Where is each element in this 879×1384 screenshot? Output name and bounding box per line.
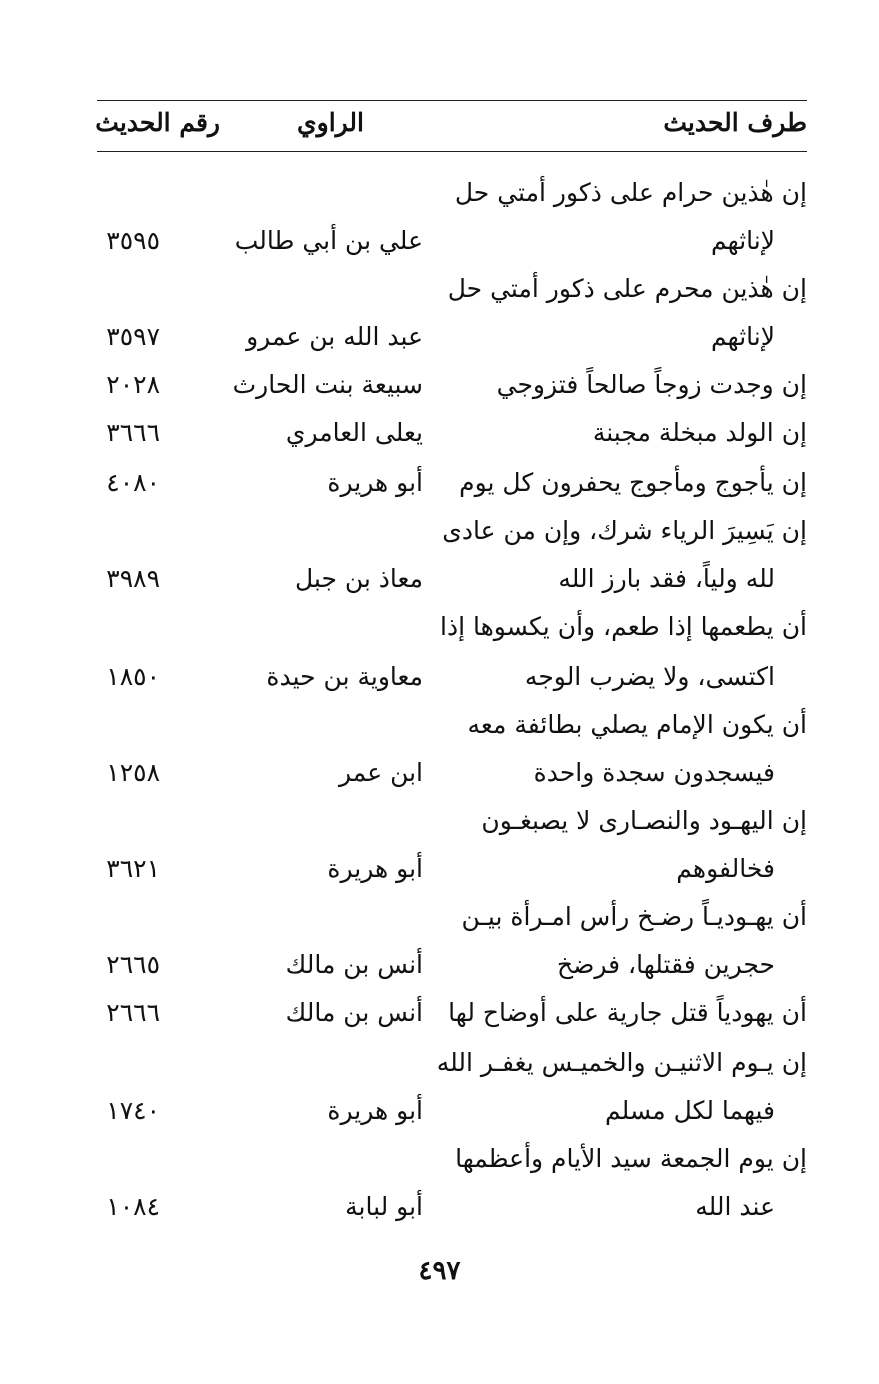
hadith-text-continued: عند الله [695, 1192, 775, 1221]
hadith-number: ٢٦٦٥ [106, 950, 160, 979]
hadith-number: ٣٩٨٩ [106, 564, 160, 593]
hadith-text: إن اليهـود والنصـارى لا يصبغـون [481, 806, 807, 835]
hadith-text: إن يَسِيرَ الرياء شرك، وإن من عادى [442, 516, 807, 545]
hadith-number: ١٨٥٠ [106, 662, 160, 691]
hadith-text: أن يهـوديـاً رضـخ رأس امـرأة بيـن [461, 902, 807, 931]
narrator: أبو هريرة [327, 854, 423, 883]
hadith-text-continued: فيسجدون سجدة واحدة [533, 758, 775, 787]
top-rule [97, 100, 807, 101]
narrator: أبو لبابة [345, 1192, 423, 1221]
hadith-number: ١٢٥٨ [106, 758, 160, 787]
narrator: أنس بن مالك [285, 950, 423, 979]
page-number: ٤٩٧ [418, 1256, 461, 1286]
hadith-text: إن هٰذين محرم على ذكور أمتي حل [447, 274, 807, 303]
hadith-number: ١٠٨٤ [106, 1192, 160, 1221]
hadith-text-continued: فيهما لكل مسلم [605, 1096, 775, 1125]
hadith-text: أن يكون الإمام يصلي بطائفة معه [467, 710, 807, 739]
hadith-text: إن يوم الجمعة سيد الأيام وأعظمها [455, 1144, 807, 1173]
hadith-number: ١٧٤٠ [106, 1096, 160, 1125]
hadith-number: ٢٦٦٦ [106, 998, 160, 1027]
hadith-number: ٣٦٦٦ [106, 418, 160, 447]
hadith-number: ٢٠٢٨ [106, 370, 160, 399]
hadith-number: ٣٥٩٥ [106, 226, 160, 255]
narrator: عبد الله بن عمرو [246, 322, 423, 351]
hadith-text-continued: لإناثهم [711, 226, 775, 255]
hadith-number: ٤٠٨٠ [106, 468, 160, 497]
hadith-text: إن يـوم الاثنيـن والخميـس يغفـر الله [436, 1048, 807, 1077]
header-number: رقم الحديث [95, 108, 220, 137]
narrator: معاوية بن حيدة [266, 662, 423, 691]
narrator: ابن عمر [338, 758, 423, 787]
hadith-text-continued: لله ولياً، فقد بارز الله [558, 564, 775, 593]
hadith-text-continued: اكتسى، ولا يضرب الوجه [524, 662, 775, 691]
hadith-text: إن وجدت زوجاً صالحاً فتزوجي [496, 370, 807, 399]
header-rule [97, 151, 807, 152]
narrator: يعلى العامري [285, 418, 423, 447]
header-hadith: طرف الحديث [663, 108, 807, 137]
hadith-text-continued: فخالفوهم [676, 854, 775, 883]
narrator: أبو هريرة [327, 1096, 423, 1125]
narrator: أبو هريرة [327, 468, 423, 497]
hadith-text: إن الولد مبخلة مجبنة [592, 418, 807, 447]
hadith-text: إن يأجوج ومأجوج يحفرون كل يوم [459, 468, 807, 497]
narrator: معاذ بن جبل [294, 564, 423, 593]
header-narrator: الراوي [297, 108, 364, 137]
hadith-text-continued: لإناثهم [711, 322, 775, 351]
hadith-text: إن هٰذين حرام على ذكور أمتي حل [454, 178, 807, 207]
hadith-number: ٣٦٢١ [106, 854, 160, 883]
hadith-text-continued: حجرين فقتلها، فرضخ [556, 950, 775, 979]
narrator: علي بن أبي طالب [234, 226, 423, 255]
narrator: أنس بن مالك [285, 998, 423, 1027]
hadith-text: أن يهودياً قتل جارية على أوضاح لها [448, 998, 807, 1027]
narrator: سبيعة بنت الحارث [232, 370, 423, 399]
hadith-text: أن يطعمها إذا طعم، وأن يكسوها إذا [440, 612, 807, 641]
hadith-number: ٣٥٩٧ [106, 322, 160, 351]
